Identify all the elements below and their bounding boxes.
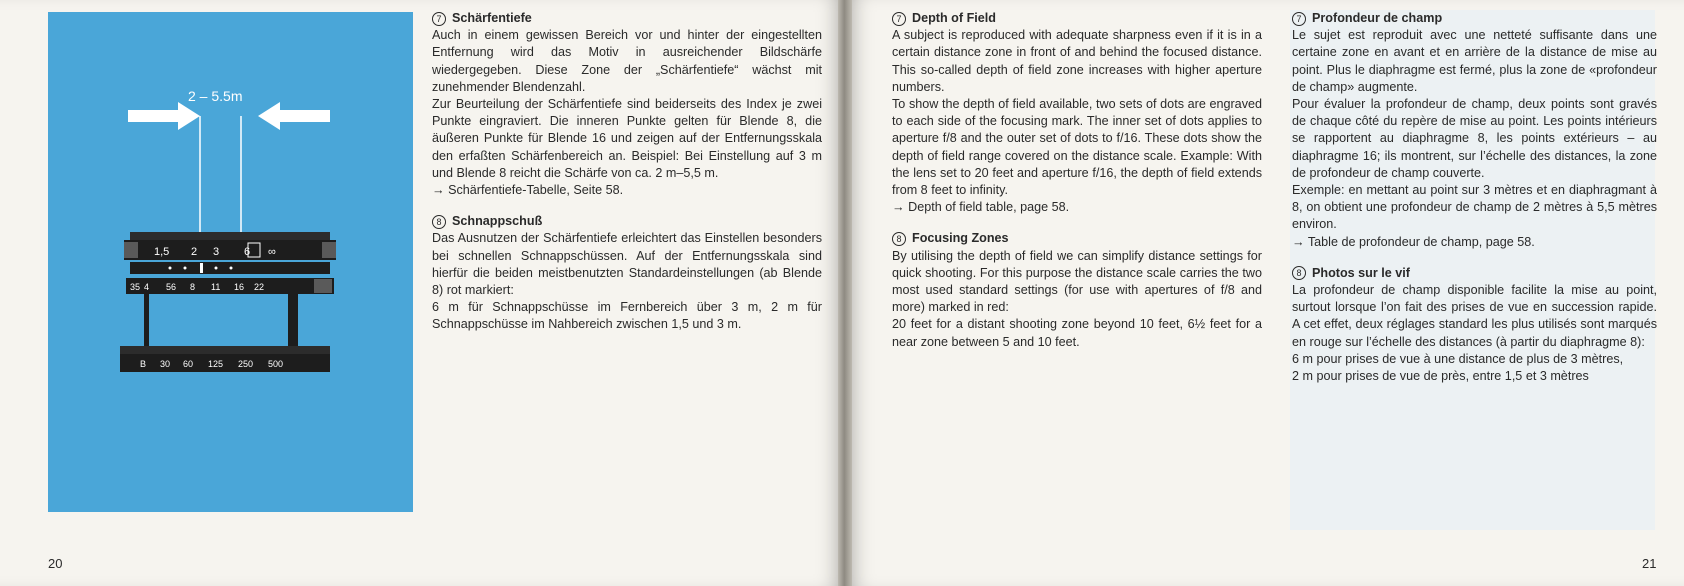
section-number: 7 (432, 12, 446, 26)
paragraph: Zur Beurteilung der Schärfentiefe sind beiderseits des Index je zwei Punkte eingraviert. Die inneren Punkte gelten für Blende 8, die äußeren Punkte für Blende 16 und zeigen auf der Entfernungsskala den erfaßten Schärfenbereich an. Beispiel: Bei Einstellung auf 3 m und Blende 8 reicht die Schärfe von ca. 2 m–5,5 m. (432, 97, 822, 180)
distance-label: 2 (191, 246, 198, 258)
section-heading (432, 10, 822, 27)
paragraph: Le sujet est reproduit avec une netteté suffisante dans une certaine zone en avant et en arrière de la distance de mise au point. Plus le diaphragme est fermé, plus la zone de «profondeur de champ» augmente. (1292, 28, 1657, 94)
paragraph: Exemple: en mettant au point sur 3 mètres et en diaphragmant à 8, on obtient une profondeur de champ de 2 mètres à 5,5 mètres environ. (1292, 183, 1657, 232)
aperture-label: 56 (166, 282, 177, 292)
section-number: 8 (1292, 266, 1306, 280)
shutter-label: 500 (268, 359, 284, 369)
aperture-label: 11 (211, 282, 221, 292)
section-title: Schärfentiefe (452, 11, 532, 25)
shutter-label: B (140, 359, 147, 369)
aperture-label: 16 (234, 282, 245, 292)
aperture-ring (126, 278, 334, 294)
paragraph: 20 feet for a distant shooting zone beyond 10 feet, 6½ feet for a near zone between 5 and 10 feet. (892, 317, 1262, 349)
section-number: 8 (432, 215, 446, 229)
range-label: 2 – 5.5m (188, 88, 243, 104)
shutter-label: 125 (208, 359, 224, 369)
aperture-label: 4 (144, 282, 150, 292)
section-heading (1292, 265, 1657, 282)
distance-label: ∞ (268, 246, 276, 258)
paragraph: 6 m pour prises de vue à une distance de plus de 3 mètres, (1292, 351, 1624, 366)
lens-scale-illustration (48, 12, 413, 512)
paragraph: Das Ausnutzen der Schärfentiefe erleichtert das Einstellen besonders bei schnellen Schnappschüssen. Auf der Entfernungsskala sind hierfür die beiden meistbenutzten Standardeinstellungen (ab Blende 8) rot markiert: (432, 231, 822, 298)
page-number-left: 20 (48, 556, 63, 571)
section-title: Profondeur de champ (1312, 11, 1443, 25)
english-column (892, 10, 1262, 351)
german-column (432, 10, 822, 334)
paragraph: A subject is reproduced with adequate sharpness even if it is in a certain distance zone in front of and behind the focused distance. This so-called depth of field zone increases with higher aperture numbers. (892, 28, 1262, 94)
paragraph: 6 m für Schnappschüsse im Fernbereich über 3 m, 2 m für Schnappschüsse im Nahbereich zwischen 1,5 und 3 m. (432, 300, 822, 332)
cross-reference: → Schärfentiefe-Tabelle, Seite 58. (432, 183, 624, 198)
paragraph: By utilising the depth of field we can simplify distance settings for quick shooting. For this purpose the distance scale carries the two most used standard settings (for use with apertures of f/8 and more) marked in red: (892, 248, 1262, 315)
shutter-label: 250 (238, 359, 254, 369)
aperture-label: 8 (190, 282, 196, 292)
paragraph: La profondeur de champ disponible facilite la mise au point, surtout lorsque l’on fait des prises de vue en succession rapide. A cet effet, deux réglages standard les plus utilisés sont marqués en rouge sur l’échelle des distances (à partir du diaphragme 8): (1292, 283, 1657, 349)
aperture-label: 22 (254, 282, 265, 292)
shutter-ring (120, 354, 330, 372)
french-column (1292, 10, 1657, 385)
section-title: Depth of Field (912, 11, 996, 25)
section-number: 7 (1292, 12, 1306, 26)
paragraph: Pour évaluer la profondeur de champ, deux points sont gravés de chaque côté du repère de mise au point. Les points intérieurs se rapportent au diaphragme 8, les points extérieurs – au diaphragme 16; ils montrent, sur l’échelle des distances, la zone de profondeur de champ couverte. (1292, 97, 1657, 180)
distance-label: 6 (244, 246, 251, 258)
section-heading (892, 10, 1262, 27)
section-heading (1292, 10, 1657, 27)
section-title: Photos sur le vif (1312, 265, 1410, 280)
left-arrow-icon (258, 102, 330, 130)
distance-label: 1,5 (154, 246, 170, 258)
cross-reference: → Table de profondeur de champ, page 58. (1292, 234, 1535, 249)
distance-label: 3 (213, 246, 220, 258)
right-arrow-icon (128, 102, 200, 130)
section-heading (892, 230, 1262, 247)
shutter-label: 30 (160, 359, 171, 369)
section-title: Schnappschuß (452, 214, 543, 229)
section-heading (432, 213, 822, 230)
cross-reference: → Depth of field table, page 58. (892, 200, 1070, 215)
shutter-label: 60 (183, 359, 194, 369)
section-number: 7 (892, 12, 906, 26)
page-number-right: 21 (1642, 556, 1657, 571)
section-number: 8 (892, 232, 906, 246)
section-title: Focusing Zones (912, 231, 1009, 246)
paragraph: To show the depth of field available, two sets of dots are engraved to each side of the focusing mark. The inner set of dots applies to aperture f/8 and the outer set of dots to f/16. These dots show the depth of field range covered on the distance scale. Example: With the lens set to 20 feet and aperture f/16, the depth of field extends from 8 feet to infinity. (892, 97, 1262, 198)
book-gutter (838, 0, 852, 586)
paragraph: 2 m pour prises de vue de près, entre 1,5 et 3 mètres (1292, 369, 1589, 384)
paragraph: Auch in einem gewissen Bereich vor und hinter der eingestellten Entfernung wird das Motiv in ausreichender Bildschärfe wiedergegeben. Diese Zone der „Schärfentiefe“ wächst mit zunehmender Blendenzahl. (432, 28, 822, 94)
aperture-label: 35 (130, 282, 141, 292)
